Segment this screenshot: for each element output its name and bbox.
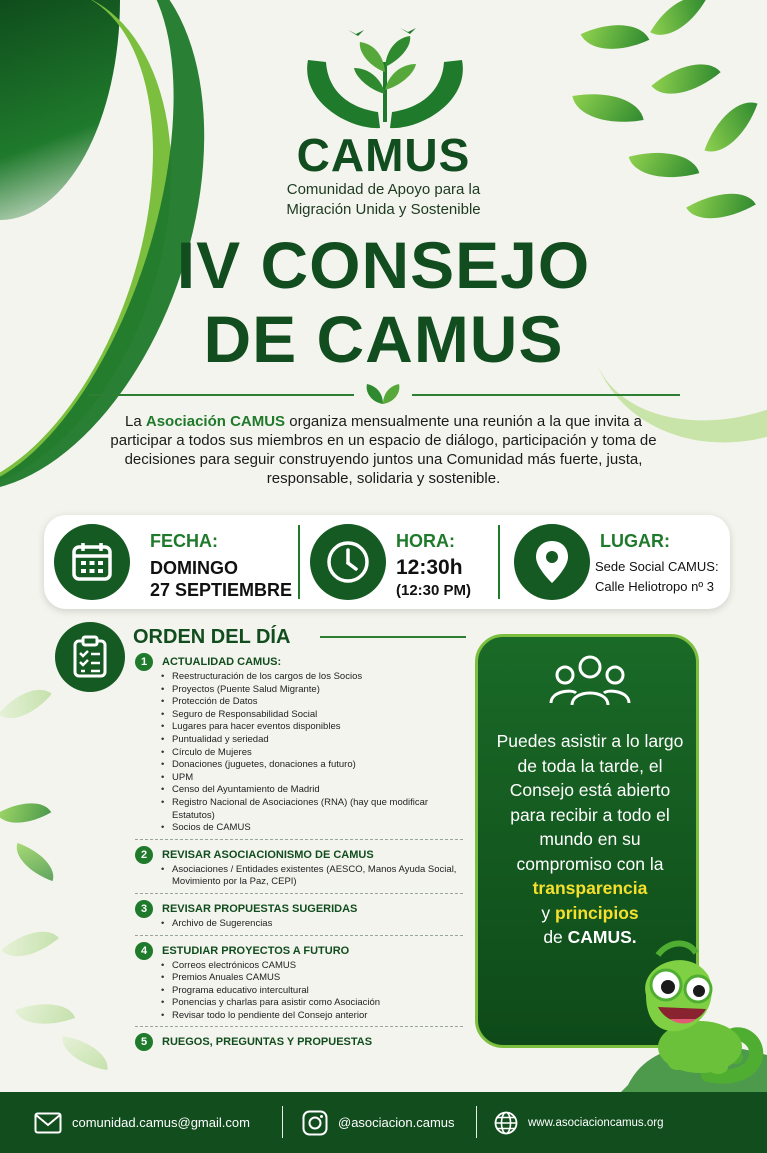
agenda-section-header — [135, 846, 463, 864]
place-name: Sede Social CAMUS: — [595, 559, 719, 574]
agenda-section-title: REVISAR ASOCIACIONISMO DE CAMUS — [162, 848, 374, 861]
calendar-icon — [54, 524, 130, 600]
agenda-section-title: ESTUDIAR PROYECTOS A FUTURO — [162, 944, 350, 957]
agenda-section-title: REVISAR PROPUESTAS SUGERIDAS — [162, 902, 358, 915]
leaf-decoration-icon — [0, 676, 52, 732]
agenda-section — [135, 1033, 463, 1055]
agenda-section-number: 5 — [135, 1033, 153, 1051]
panel-message: Puedes asistir a lo largo de toda la tarde, el Consejo está abierto para recibir a todo el mundo en su compromiso con la transparencia y principios de CAMUS. — [496, 731, 684, 947]
agenda-item-list — [161, 864, 463, 889]
list-item: • Asociaciones / Entidades existentes (AESCO, Manos Ayuda Social, Movimiento por la Paz, CEPI) — [161, 864, 463, 889]
location-pin-icon — [514, 524, 590, 600]
instagram-icon — [302, 1110, 328, 1136]
footer-separator — [476, 1106, 477, 1138]
footer — [0, 1092, 767, 1153]
agenda-section — [135, 653, 463, 840]
brand-name: CAMUS — [296, 129, 471, 181]
agenda-section-number: 1 — [135, 653, 153, 671]
date-day: DOMINGO — [150, 558, 238, 578]
date-label: FECHA: — [150, 531, 218, 551]
leaf-decoration-icon — [15, 992, 75, 1037]
list-item: • Archivo de Sugerencias — [161, 918, 463, 931]
agenda-section-header — [135, 942, 463, 960]
clipboard-checklist-icon — [55, 622, 125, 692]
highlight-transparencia: transparencia — [532, 878, 648, 898]
agenda-section-number: 4 — [135, 942, 153, 960]
agenda-section-header — [135, 900, 463, 918]
leaf-decoration-icon — [572, 85, 643, 132]
place-label: LUGAR: — [600, 531, 670, 551]
place-address: Calle Heliotropo nº 3 — [595, 579, 714, 594]
footer-instagram-text: @asociacion.camus — [338, 1115, 455, 1130]
list-item: • Programa educativo intercultural — [161, 985, 463, 998]
leaf-decoration-icon — [1, 917, 59, 972]
footer-instagram[interactable] — [302, 1092, 455, 1153]
time-label: HORA: — [396, 531, 455, 551]
leaf-decoration-icon — [651, 46, 720, 112]
list-item: • Registro Nacional de Asociaciones (RNA) (hay que modificar Estatutos) — [161, 797, 463, 822]
info-separator — [498, 525, 500, 599]
agenda-title-divider — [320, 636, 466, 638]
leaf-decoration-icon — [0, 790, 51, 837]
agenda-section-number: 3 — [135, 900, 153, 918]
hands-sprout-logo-icon — [300, 12, 470, 132]
chameleon-mascot — [618, 935, 767, 1095]
agenda-section-header — [135, 1033, 463, 1051]
panel-brand: CAMUS. — [567, 927, 637, 947]
highlight-principios: principios — [555, 902, 639, 923]
intro-highlight: Asociación CAMUS — [145, 413, 286, 430]
footer-separator — [282, 1106, 283, 1138]
title-divider-right — [412, 394, 680, 396]
agenda-item-list — [161, 671, 463, 835]
agenda-list — [135, 653, 463, 1061]
sprout-icon — [363, 378, 403, 406]
footer-website-text: www.asociacioncamus.org — [528, 1116, 664, 1129]
agenda-section — [135, 846, 463, 894]
footer-email[interactable] — [34, 1092, 250, 1153]
agenda-section-title: ACTUALIDAD CAMUS: — [162, 656, 282, 668]
footer-email-text: comunidad.camus@gmail.com — [72, 1115, 250, 1130]
list-item: • Donaciones (juguetes, donaciones a futuro) — [161, 759, 463, 772]
agenda-section — [135, 942, 463, 1028]
list-item: • Puntualidad y seriedad — [161, 734, 463, 747]
agenda-section — [135, 900, 463, 936]
leaf-decoration-icon — [9, 843, 60, 881]
list-item: • Círculo de Mujeres — [161, 747, 463, 760]
list-item: • Revisar todo lo pendiente del Consejo anterior — [161, 1010, 463, 1023]
list-item: • Protección de Datos — [161, 696, 463, 709]
info-separator — [298, 525, 300, 599]
agenda-title: ORDEN DEL DÍA — [133, 626, 291, 648]
agenda-item-list — [161, 960, 463, 1023]
agenda-section-number: 2 — [135, 846, 153, 864]
title-divider-left — [88, 394, 354, 396]
agenda-section-header — [135, 653, 463, 671]
list-item: • Seguro de Responsabilidad Social — [161, 709, 463, 722]
event-info-bar — [44, 515, 730, 609]
list-item: • UPM — [161, 772, 463, 785]
clock-icon — [310, 524, 386, 600]
envelope-icon — [34, 1112, 62, 1134]
list-item: • Proyectos (Puente Salud Migrante) — [161, 684, 463, 697]
time-alt: (12:30 PM) — [396, 582, 472, 599]
list-item: • Ponencias y charlas para asistir como Asociación — [161, 997, 463, 1010]
brand-tagline: Comunidad de Apoyo para la Migración Unida y Sostenible — [286, 181, 481, 218]
agenda-section-title: RUEGOS, PREGUNTAS Y PROPUESTAS — [162, 1036, 373, 1049]
people-group-icon — [548, 653, 632, 709]
list-item: • Censo del Ayuntamiento de Madrid — [161, 784, 463, 797]
intro-paragraph: La Asociación CAMUS organiza mensualmente una reunión a la que invita a participar a todos sus miembros en un espacio de diálogo, participación y toma de decisiones para seguir construyendo juntos una Comunidad más fuerte, justa, responsable, solidaria y sostenible. — [110, 413, 657, 487]
list-item: • Socios de CAMUS — [161, 822, 463, 835]
leaf-decoration-icon — [58, 1036, 112, 1070]
leaf-decoration-icon — [581, 9, 650, 65]
footer-website[interactable] — [494, 1092, 664, 1153]
page-title: IV CONSEJO DE CAMUS — [176, 228, 591, 376]
leaf-decoration-icon — [650, 0, 706, 48]
list-item: • Reestructuración de los cargos de los Socios — [161, 671, 463, 684]
globe-icon — [494, 1111, 518, 1135]
list-item: • Lugares para hacer eventos disponibles — [161, 721, 463, 734]
agenda-item-list — [161, 918, 463, 931]
time-value: 12:30h — [396, 556, 463, 579]
list-item: • Correos electrónicos CAMUS — [161, 960, 463, 973]
list-item: • Premios Anuales CAMUS — [161, 972, 463, 985]
date-value: 27 SEPTIEMBRE — [150, 580, 293, 600]
